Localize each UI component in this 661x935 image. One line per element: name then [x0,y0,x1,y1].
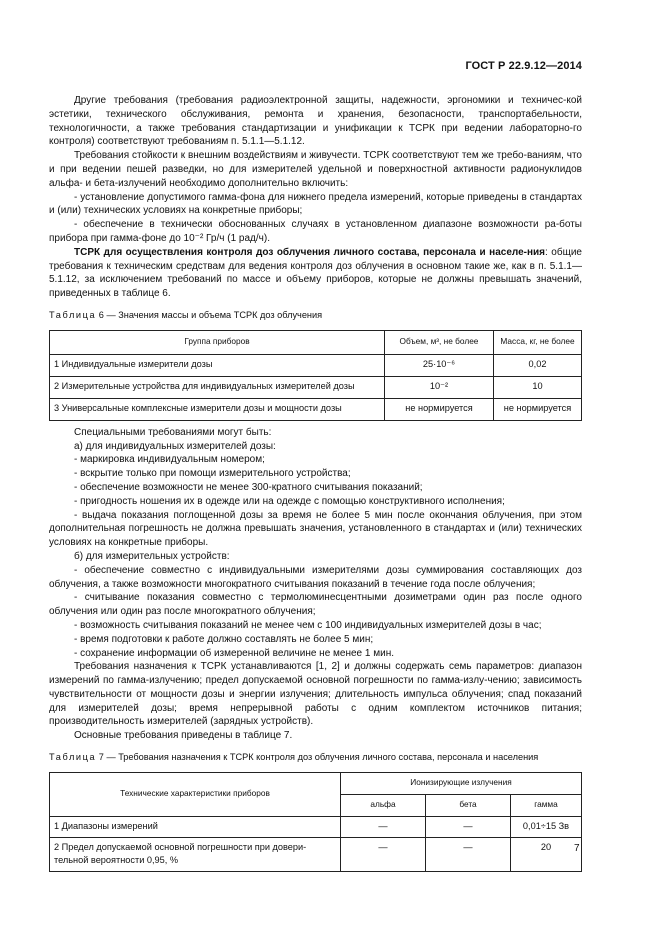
paragraph: Требования назначения к ТСРК устанавливаются [1, 2] и должны содержать семь параметров: диапазон измерений по гамма-излучению; предел допускаемой основной погрешности по гамма-излу-чению; зависимость чувствительности от мощности дозы и энергии излучения; длительность импульса облучения; спад показаний для измерителей дозы; время непрерывной работы с одним комплектом источников питания; производительность измерителей (зарядных устройств). [49,661,582,728]
list-item: - пригодность ношения их в одежде или на одежде с помощью конструктивного исполнения; [74,495,505,507]
paragraph: Основные требования приведены в таблице 7. [74,730,293,742]
table6 [49,330,582,421]
table-header-cell: бета [426,794,511,816]
table-cell: не нормируется [385,398,494,420]
list-item: - время подготовки к работе должно составлять не более 5 мин; [74,633,374,645]
table-cell: 2 Измерительные устройства для индивидуальных измерителей дозы [50,376,385,398]
tsrk-bold-heading: ТСРК для осуществления контроля доз облучения личного состава, персонала и населе-ния [74,246,546,258]
list-item: - установление допустимого гамма-фона для нижнего предела измерений, которые приведены в стандартах и (или) технических условиях на конкретные приборы; [49,191,582,217]
page-number: 7 [574,843,580,854]
paragraph: а) для индивидуальных измерителей дозы: [74,440,276,452]
table-cell: 0,01÷15 Зв [511,816,582,837]
table6-caption: Таблица 6 — Значения массы и объема ТСРК доз облучения [49,309,323,320]
table-row [50,816,582,837]
table7-caption: Таблица 7 — Требования назначения к ТСРК контроля доз облучения личного состава, персонала и населения [49,752,539,763]
paragraph-resistance: Требования стойкости к внешним воздействиям и живучести. ТСРК соответствуют тем же требо-ваниям, что и при ведении пешей разведки, но для измерителей удельной и поверхностной активности радионуклидов альфа- и бета-излучений необходимо дополнительно включить: [49,150,582,189]
table-header-cell: Группа приборов [50,330,385,354]
table-cell: — [426,837,511,872]
table-cell: 20 [511,837,582,872]
table-cell: 0,02 [494,354,582,376]
table-cell: 10⁻² [385,376,494,398]
table-cell: 25·10⁻⁶ [385,354,494,376]
table-header-cell: Ионизирующие излучения [341,772,582,794]
table-header-cell: Масса, кг, не более [494,330,582,354]
table-header-cell: Объем, м³, не более [385,330,494,354]
table-cell: 2 Предел допускаемой основной погрешности при довери-тельной вероятности 0,95, % [50,837,341,872]
table-cell: 3 Универсальные комплексные измерители дозы и мощности дозы [50,398,385,420]
tsrk-text: : общие требования к техническим средствам для ведения контроля доз облучения в основном такие же, как в п. 5.1.1—5.1.12, за исключением требований по массе и объему приборов, которые не должны превышать значений, приведенных в таблице 6. [49,246,582,300]
table-cell: — [426,816,511,837]
list-item: - обеспечение совместно с индивидуальными измерителями дозы суммирования составляющих доз облучения, а также возможности многократного считывания показаний в течение года после облучения; [49,564,582,590]
body-text [49,94,582,872]
table-cell: 1 Диапазоны измерений [50,816,341,837]
table-cell: — [341,816,426,837]
table-row [50,376,582,398]
table-cell: 1 Индивидуальные измерители дозы [50,354,385,376]
list-item: - считывание показания совместно с термолюминесцентными дозиметрами один раз после одного облучения или один раз после многократного облучения; [49,592,582,618]
list-item: - маркировка индивидуальным номером; [74,454,265,466]
table-row [50,354,582,376]
list-item: - возможность считывания показаний не менее чем с 100 индивидуальных измерителей дозы в час; [74,619,542,631]
table-row [50,837,582,872]
table-header-row [50,330,582,354]
list-item: - вскрытие только при помощи измерительного устройства; [74,468,351,480]
list-item: - выдача показания поглощенной дозы за время не более 5 мин после окончания облучения, при этом дополнительная погрешность не должна превышать значения, установленного в стандартах и (или) технических условиях на конкретные приборы. [49,509,582,549]
table7 [49,772,582,872]
paragraph-other-requirements: Другие требования (требования радиоэлектронной защиты, надежности, эргономики и техничес-кой эстетики, технического обслуживания, ремонта и хранения, безопасности, транспортабельности, технологичности, а также требования стандартизации и унификации к ТСРК при ведении лабораторно-го контроля) соответствуют требованиям п. 5.1.1—5.1.12. [49,95,582,148]
table-row [50,398,582,420]
list-item: - обеспечение в технически обоснованных случаях в установленном диапазоне возможности ра-боты прибора при гамма-фоне до 10⁻² Гр/ч (1 рад/ч). [49,219,582,244]
table-header-cell: альфа [341,794,426,816]
table-header-cell: Технические характеристики приборов [50,772,341,816]
table-cell: 10 [494,376,582,398]
table-header-cell: гамма [511,794,582,816]
list-item: - обеспечение возможности не менее 300-кратного считывания показаний; [74,481,423,493]
paragraph: б) для измерительных устройств: [74,550,230,562]
table-cell: не нормируется [494,398,582,420]
list-item: - сохранение информации об измеренной величине не менее 1 мин. [74,647,394,659]
paragraph: Специальными требованиями могут быть: [74,426,272,438]
standard-header: ГОСТ Р 22.9.12—2014 [465,60,582,72]
paragraph-tsrk-dose [49,246,582,301]
table-header-row [50,772,582,794]
table-cell: — [341,837,426,872]
